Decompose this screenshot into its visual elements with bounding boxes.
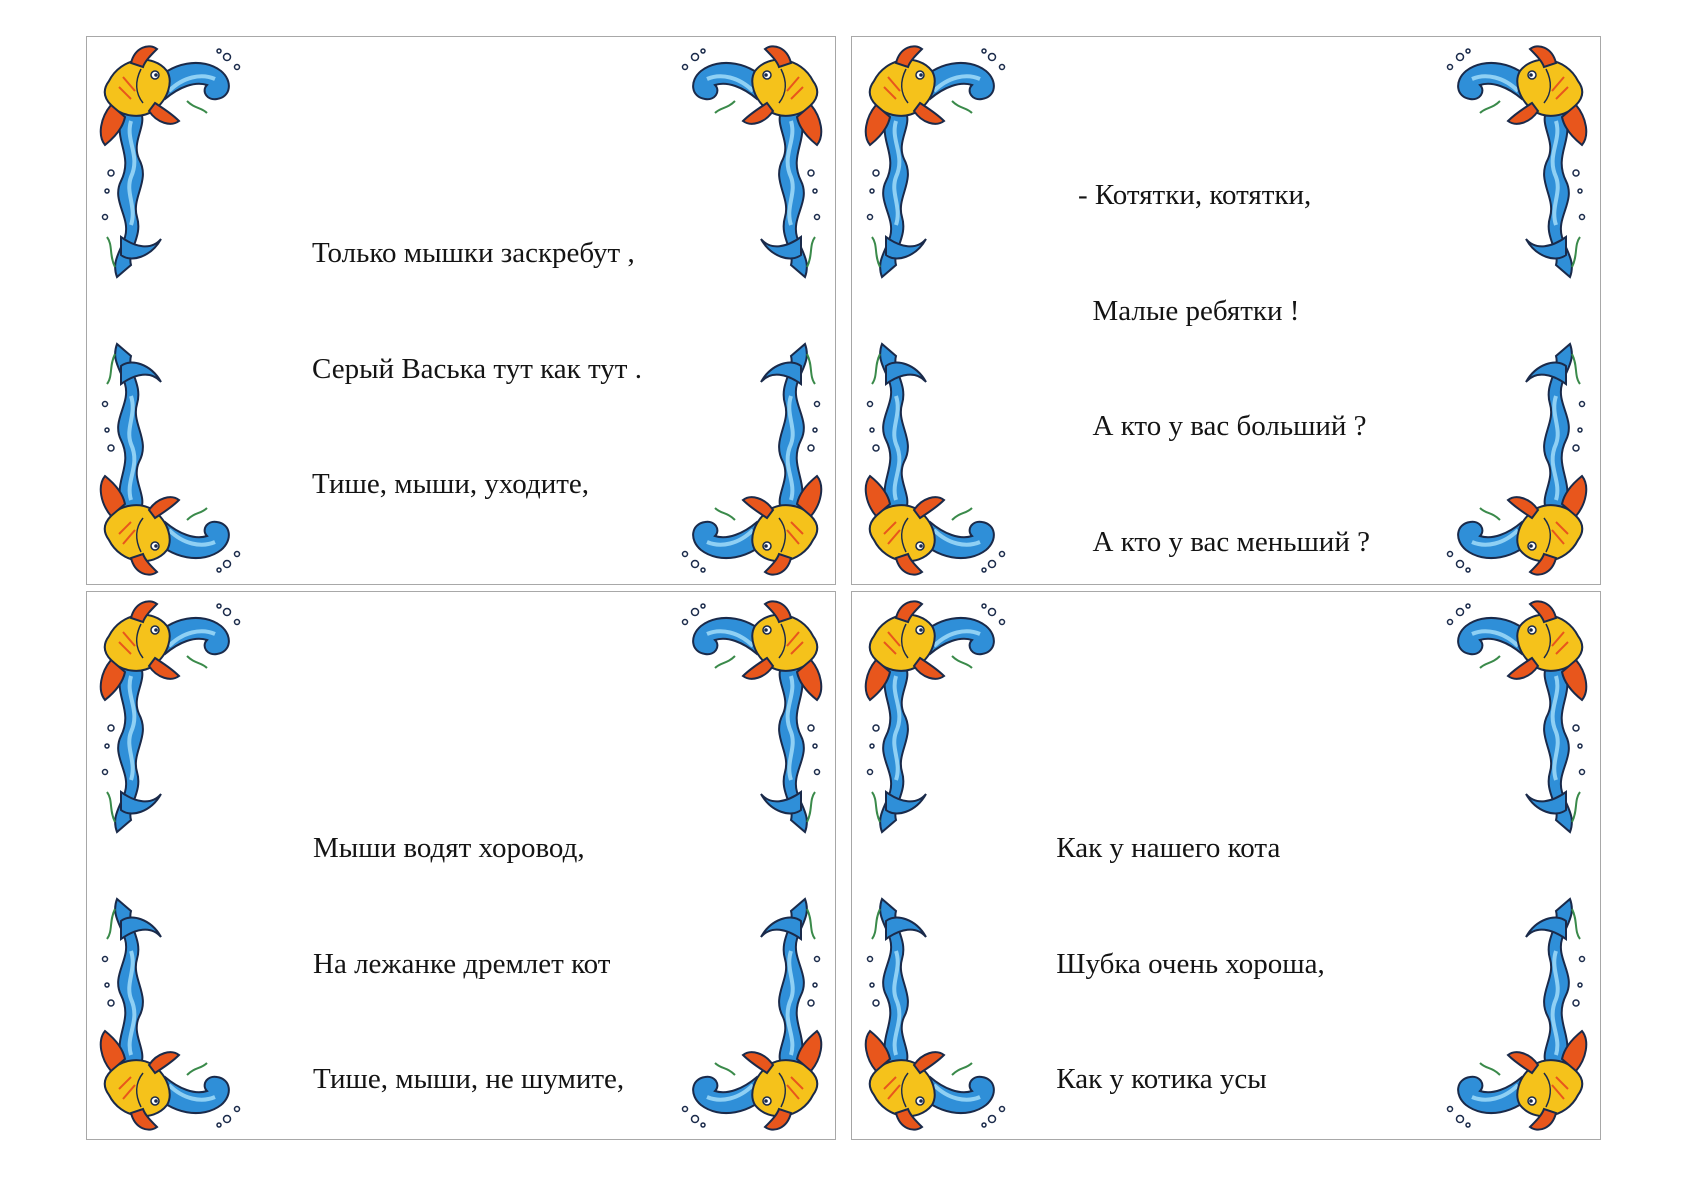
poem-line: Как у нашего кота [1049,832,1281,864]
fish-wave-corner-icon [91,596,243,836]
poem-line: Как у котика усы [1049,1063,1267,1095]
poem-line: На лежанке дремлет кот [313,947,611,980]
fish-wave-corner-icon [91,41,243,281]
fish-wave-corner-icon [679,41,831,281]
fish-wave-corner-icon [1444,895,1596,1135]
poem-line: Тише, мыши, уходите, [312,468,590,500]
fish-wave-corner-icon [1444,596,1596,836]
poem-line: Только мышки заскребут , [312,237,635,269]
fish-wave-corner-icon [856,340,1008,580]
poem-text [1049,752,1327,1140]
fish-wave-corner-icon [1444,340,1596,580]
fish-wave-corner-icon [91,895,243,1135]
poem-line: Малые ребятки ! [1078,294,1300,327]
poem-card-2 [851,36,1601,585]
poem-line: Шубка очень хороша, [1049,947,1325,980]
fish-wave-corner-icon [856,596,1008,836]
fish-wave-corner-icon [679,596,831,836]
fish-wave-corner-icon [856,41,1008,281]
poem-text [312,157,644,585]
fish-wave-corner-icon [679,340,831,580]
poem-line: Тише, мыши, не шумите, [313,1063,625,1095]
poem-text [1078,99,1411,585]
poem-line: Серый Васька тут как тут . [312,352,642,385]
fish-wave-corner-icon [1444,41,1596,281]
fish-wave-corner-icon [679,895,831,1135]
poem-card-3 [86,591,836,1140]
poem-card-4 [851,591,1601,1140]
poem-text [313,752,646,1140]
poem-line: - Котятки, котятки, [1078,179,1312,211]
fish-wave-corner-icon [856,895,1008,1135]
poem-card-1 [86,36,836,585]
fish-wave-corner-icon [91,340,243,580]
poem-line [312,581,644,586]
poem-line: А кто у вас больший ? [1078,410,1367,442]
poem-line: Мыши водят хоровод, [313,832,585,864]
poem-line: А кто у вас меньший ? [1078,525,1370,558]
